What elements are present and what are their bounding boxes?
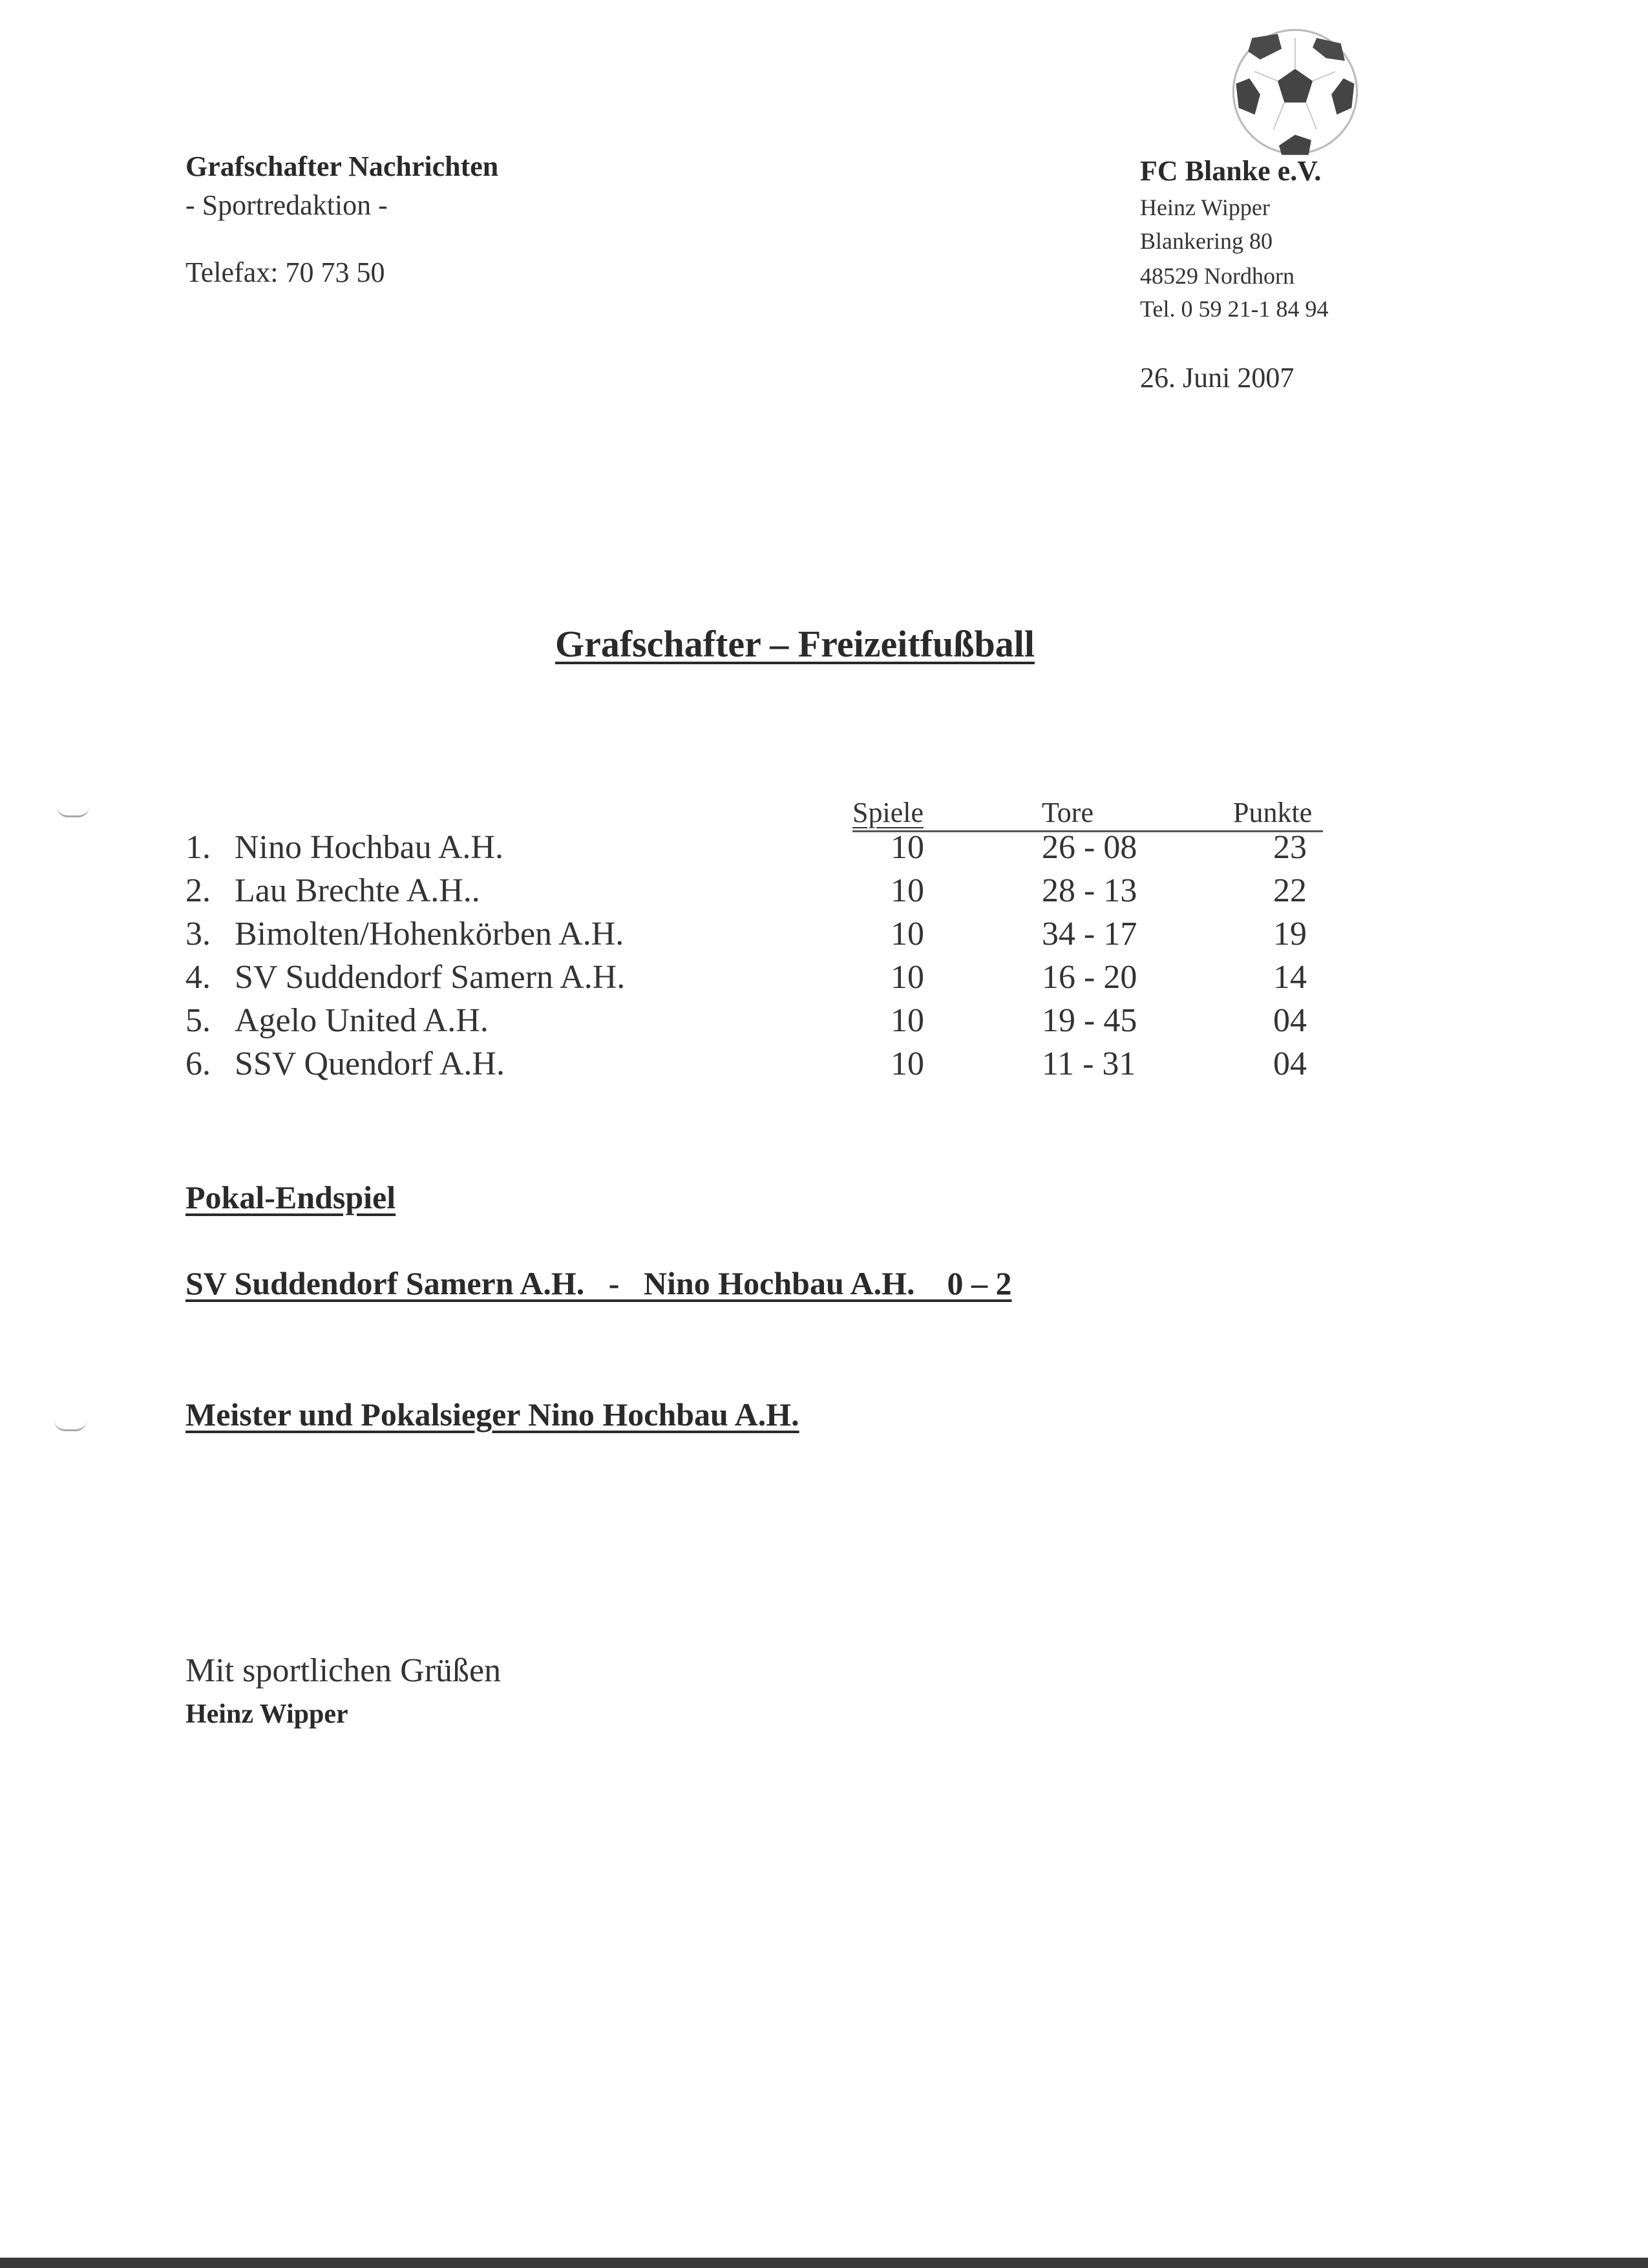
- table-cell-points: 22: [1273, 872, 1307, 909]
- table-cell-goals: 16 - 20: [1042, 959, 1137, 996]
- scan-mark: [57, 806, 89, 817]
- club-contact: Heinz Wipper: [1140, 194, 1270, 220]
- table-cell-team: Lau Brechte A.H..: [235, 872, 480, 909]
- champion-line: Meister und Pokalsieger Nino Hochbau A.H.: [185, 1396, 799, 1433]
- table-cell-games: 10: [891, 1045, 924, 1082]
- letter-date: 26. Juni 2007: [1140, 362, 1294, 394]
- scan-mark: [54, 1420, 87, 1431]
- table-cell-games: 10: [891, 916, 924, 952]
- recipient-name: Grafschafter Nachrichten: [185, 151, 499, 182]
- club-city: 48529 Nordhorn: [1140, 263, 1294, 289]
- table-cell-rank: 1.: [185, 829, 211, 866]
- table-cell-rank: 2.: [185, 872, 211, 909]
- scan-edge: [0, 2258, 1648, 2268]
- table-cell-rank: 5.: [185, 1002, 211, 1039]
- column-header-points: Punkte: [1233, 797, 1313, 828]
- table-cell-team: SV Suddendorf Samern A.H.: [235, 959, 626, 996]
- column-header-games: Spiele: [852, 797, 924, 828]
- club-street: Blankering 80: [1140, 228, 1273, 254]
- table-cell-goals: 26 - 08: [1042, 829, 1137, 866]
- cup-heading: Pokal-Endspiel: [185, 1179, 396, 1215]
- table-cell-team: Agelo United A.H.: [235, 1002, 489, 1039]
- table-cell-points: 04: [1273, 1045, 1307, 1082]
- table-cell-games: 10: [891, 959, 924, 996]
- table-cell-points: 19: [1273, 916, 1307, 952]
- closing-greeting: Mit sportlichen Grüßen: [185, 1652, 502, 1689]
- table-cell-goals: 34 - 17: [1042, 916, 1137, 952]
- table-cell-points: 14: [1273, 959, 1307, 996]
- table-cell-games: 10: [891, 1002, 924, 1039]
- table-cell-rank: 4.: [185, 959, 211, 996]
- table-cell-points: 04: [1273, 1002, 1307, 1039]
- recipient-fax: Telefax: 70 73 50: [185, 257, 385, 288]
- table-cell-goals: 19 - 45: [1042, 1002, 1137, 1039]
- table-cell-goals: 28 - 13: [1042, 872, 1137, 909]
- table-cell-goals: 11 - 31: [1042, 1045, 1136, 1082]
- table-cell-rank: 3.: [185, 916, 211, 952]
- column-header-goals: Tore: [1042, 797, 1093, 828]
- soccer-ball-icon: [1228, 25, 1362, 159]
- club-name: FC Blanke e.V.: [1140, 155, 1322, 187]
- recipient-department: - Sportredaktion -: [185, 189, 388, 221]
- table-cell-team: Bimolten/Hohenkörben A.H.: [235, 916, 624, 952]
- table-cell-rank: 6.: [185, 1045, 211, 1082]
- table-cell-team: SSV Quendorf A.H.: [235, 1045, 505, 1082]
- club-phone: Tel. 0 59 21-1 84 94: [1140, 296, 1329, 322]
- table-cell-games: 10: [891, 829, 924, 866]
- cup-final-result: SV Suddendorf Samern A.H. - Nino Hochbau A.H. 0 – 2: [185, 1265, 1012, 1301]
- table-cell-team: Nino Hochbau A.H.: [235, 829, 503, 866]
- signature: Heinz Wipper: [185, 1699, 348, 1729]
- table-cell-points: 23: [1273, 829, 1307, 866]
- document-title: Grafschafter – Freizeitfußball: [555, 623, 1035, 665]
- table-cell-games: 10: [891, 872, 924, 909]
